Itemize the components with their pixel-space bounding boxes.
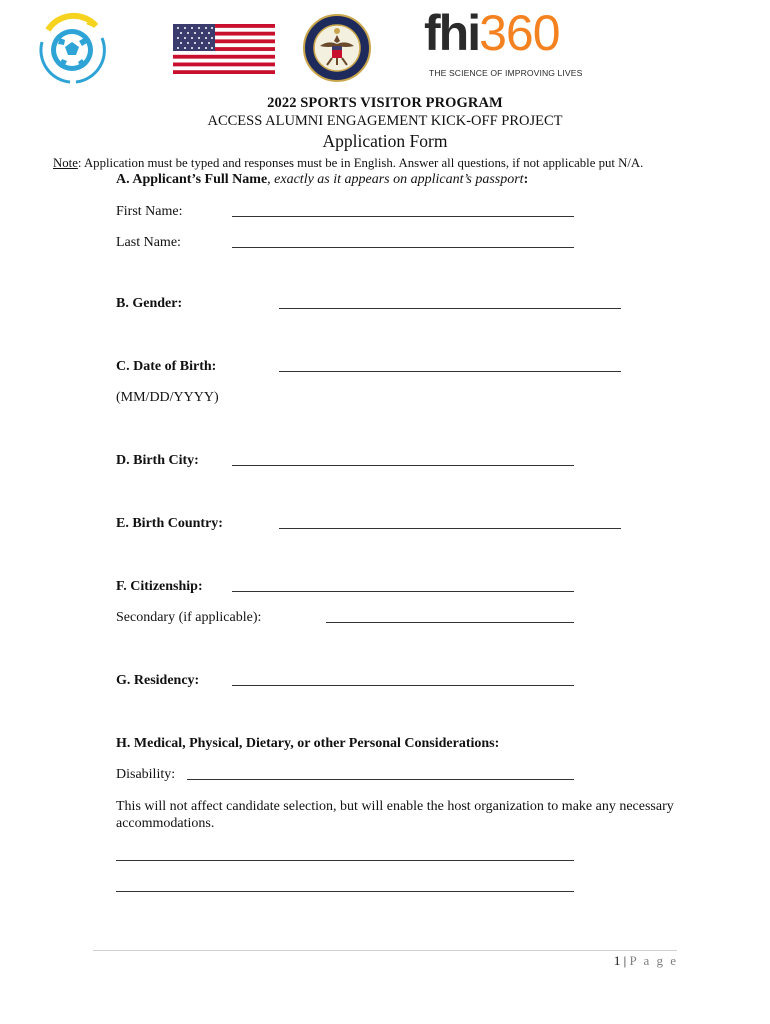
form-title: Application Form xyxy=(322,131,448,151)
us-flag-icon xyxy=(173,24,275,74)
medical-considerations-heading: H. Medical, Physical, Dietary, or other Personal Considerations: xyxy=(116,736,500,751)
page-word: P a g e xyxy=(629,953,678,968)
dob-label: C. Date of Birth: xyxy=(116,359,217,374)
citizenship-label: F. Citizenship: xyxy=(116,579,203,594)
first-name-field[interactable] xyxy=(232,216,574,217)
secondary-citizenship-field[interactable] xyxy=(326,622,574,623)
page-number: 1 xyxy=(613,953,621,968)
logo-bar xyxy=(0,0,770,90)
disability-field[interactable] xyxy=(187,779,574,780)
gender-field[interactable] xyxy=(279,308,621,309)
fhi-brand-text: fhi xyxy=(424,5,480,61)
birth-city-field[interactable] xyxy=(232,465,574,466)
birth-country-label: E. Birth Country: xyxy=(116,516,223,531)
page-separator: | xyxy=(620,953,630,968)
section-a-heading: A. Applicant’s Full Name, exactly as it appears on applicant’s passport: xyxy=(116,172,529,187)
footer-divider xyxy=(93,950,677,951)
accommodation-note: This will not affect candidate selection, but will enable the host organization to make any necessary accommodations. xyxy=(116,799,674,831)
note-text: : Application must be typed and responses must be in English. Answer all questions, if not applicable put N/A. xyxy=(77,156,644,170)
dob-field[interactable] xyxy=(279,371,621,372)
instructions-note xyxy=(53,156,753,171)
disability-label: Disability: xyxy=(116,767,176,782)
citizenship-field[interactable] xyxy=(232,591,574,592)
last-name-label: Last Name: xyxy=(116,235,181,250)
secondary-citizenship-label: Secondary (if applicable): xyxy=(116,610,262,625)
note-label: Note xyxy=(53,156,78,170)
residency-label: G. Residency: xyxy=(116,673,200,688)
first-name-label: First Name: xyxy=(116,204,183,219)
last-name-field[interactable] xyxy=(232,247,574,248)
form-header xyxy=(0,95,770,152)
page-footer xyxy=(560,953,678,969)
birth-country-field[interactable] xyxy=(279,528,621,529)
fhi-tagline: THE SCIENCE OF IMPROVING LIVES xyxy=(429,68,583,78)
soccer-without-borders-logo xyxy=(30,12,114,86)
program-title: 2022 SPORTS VISITOR PROGRAM xyxy=(267,95,503,111)
dob-format-hint: (MM/DD/YYYY) xyxy=(116,390,219,405)
fhi360-logo xyxy=(424,5,589,81)
accommodations-line-2[interactable] xyxy=(116,891,574,892)
gender-label: B. Gender: xyxy=(116,296,183,311)
accommodations-line-1[interactable] xyxy=(116,860,574,861)
state-department-seal xyxy=(302,13,372,83)
birth-city-label: D. Birth City: xyxy=(116,453,199,468)
project-subtitle: ACCESS ALUMNI ENGAGEMENT KICK-OFF PROJECT xyxy=(207,113,563,129)
residency-field[interactable] xyxy=(232,685,574,686)
fhi-number-text: 360 xyxy=(479,5,560,61)
